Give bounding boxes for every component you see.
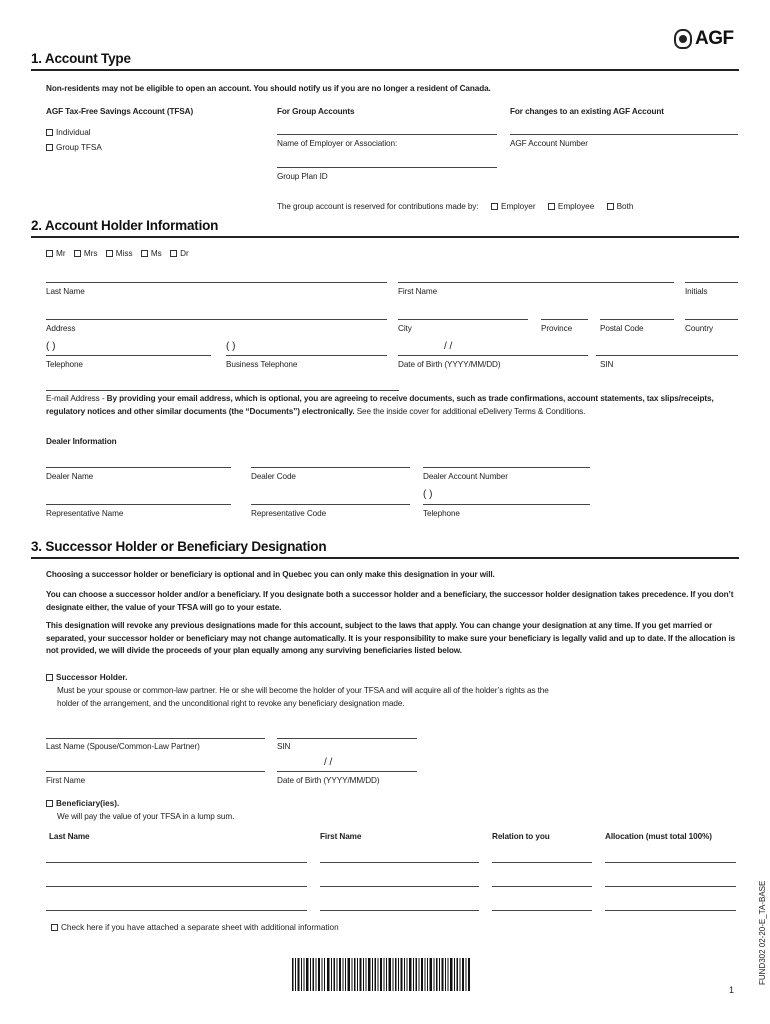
miss-label: Miss [115, 249, 133, 258]
successor-holder-option[interactable] [46, 673, 127, 682]
employee-checkbox[interactable] [548, 203, 555, 210]
salutation-mr[interactable] [46, 249, 66, 258]
successor-first-name-label: First Name [46, 776, 86, 785]
employer-name-line[interactable] [277, 134, 497, 135]
group-tfsa-checkbox[interactable] [46, 144, 53, 151]
successor-dob-label: Date of Birth (YYYY/MM/DD) [277, 776, 380, 785]
employee-label: Employee [557, 202, 595, 211]
employer-checkbox[interactable] [491, 203, 498, 210]
beneficiary-3-allocation-line[interactable] [605, 910, 736, 911]
agf-logo-mark-icon [674, 29, 692, 49]
beneficiary-2-last-name-line[interactable] [46, 886, 307, 887]
account-number-label: AGF Account Number [510, 139, 588, 148]
beneficiary-checkbox[interactable] [46, 800, 53, 807]
dealer-telephone-label: Telephone [423, 509, 460, 518]
group-plan-line[interactable] [277, 167, 497, 168]
rep-code-line[interactable] [251, 504, 410, 505]
col-allocation-header: Allocation (must total 100%) [605, 832, 712, 841]
beneficiary-1-last-name-line[interactable] [46, 862, 307, 863]
city-label: City [398, 324, 412, 333]
dealer-account-label: Dealer Account Number [423, 472, 508, 481]
beneficiary-1-relation-line[interactable] [492, 862, 592, 863]
ms-label: Ms [150, 249, 162, 258]
mr-checkbox[interactable] [46, 250, 53, 257]
dr-label: Dr [180, 249, 189, 258]
beneficiary-3-first-name-line[interactable] [320, 910, 479, 911]
telephone-area-parens: ( ) [46, 341, 56, 352]
salutation-options [46, 249, 199, 258]
section-2-rule [31, 236, 739, 238]
last-name-line[interactable] [46, 282, 387, 283]
beneficiary-heading: Beneficiary(ies). [56, 799, 120, 808]
both-checkbox[interactable] [607, 203, 614, 210]
rep-name-label: Representative Name [46, 509, 124, 518]
employee-option[interactable] [548, 202, 594, 211]
existing-account-heading: For changes to an existing AGF Account [510, 107, 664, 116]
individual-checkbox[interactable] [46, 129, 53, 136]
group-tfsa-label: Group TFSA [56, 143, 102, 152]
salutation-dr[interactable] [170, 249, 189, 258]
spouse-last-name-label: Last Name (Spouse/Common-Law Partner) [46, 742, 200, 751]
dealer-name-label: Dealer Name [46, 472, 94, 481]
successor-holder-heading: Successor Holder. [56, 673, 128, 682]
section-2-title: 2. Account Holder Information [31, 218, 219, 233]
contribution-options [491, 202, 643, 211]
section-3-title: 3. Successor Holder or Beneficiary Designation [31, 539, 327, 554]
dealer-account-line[interactable] [423, 467, 590, 468]
individual-option[interactable] [46, 128, 91, 137]
beneficiary-1-allocation-line[interactable] [605, 862, 736, 863]
revocation-notice: This designation will revoke any previous designations made for this account, subject to the laws that apply. You can change your designation at any time. If you get married or separated, your successor holder or beneficiary may not change automatically. It is your responsibility to make sure your beneficiary is legally valid and up to date. If the allocation is not provided, we will divide the proceeds of your plan equally among any surviving beneficiaries listed below. [46, 621, 736, 655]
col-relation-header: Relation to you [492, 832, 550, 841]
postal-code-line[interactable] [600, 319, 674, 320]
beneficiary-option[interactable] [46, 799, 119, 808]
country-line[interactable] [685, 319, 738, 320]
form-code: FUND302 02-20-E_TA-BASE [758, 880, 767, 985]
salutation-mrs[interactable] [74, 249, 98, 258]
both-option[interactable] [607, 202, 634, 211]
section-3-rule [31, 557, 739, 559]
group-tfsa-option[interactable] [46, 143, 102, 152]
province-label: Province [541, 324, 573, 333]
sin-label: SIN [600, 360, 614, 369]
col-last-name-header: Last Name [49, 832, 90, 841]
successor-sin-label: SIN [277, 742, 291, 751]
dr-checkbox[interactable] [170, 250, 177, 257]
rep-code-label: Representative Code [251, 509, 327, 518]
first-name-line[interactable] [398, 282, 674, 283]
dealer-name-line[interactable] [46, 467, 231, 468]
telephone-label: Telephone [46, 360, 83, 369]
email-terms-text: See the inside cover for additional eDelivery Terms & Conditions. [354, 406, 586, 416]
beneficiary-2-first-name-line[interactable] [320, 886, 479, 887]
individual-label: Individual [56, 128, 91, 137]
ms-checkbox[interactable] [141, 250, 148, 257]
beneficiary-3-relation-line[interactable] [492, 910, 592, 911]
miss-checkbox[interactable] [106, 250, 113, 257]
dob-line[interactable] [398, 355, 588, 356]
employer-name-label: Name of Employer or Association: [277, 139, 398, 148]
postal-code-label: Postal Code [600, 324, 644, 333]
agf-logo-text: AGF [695, 28, 734, 49]
section-1-rule [31, 69, 739, 71]
beneficiary-2-allocation-line[interactable] [605, 886, 736, 887]
quebec-notice: Choosing a successor holder or beneficiary is optional and in Quebec you can only make this designation in your will. [46, 570, 495, 579]
mrs-label: Mrs [83, 249, 98, 258]
agf-logo [674, 28, 740, 52]
tfsa-heading: AGF Tax-Free Savings Account (TFSA) [46, 107, 194, 116]
last-name-label: Last Name [46, 287, 85, 296]
address-line[interactable] [46, 319, 387, 320]
group-plan-label: Group Plan ID [277, 172, 328, 181]
first-name-label: First Name [398, 287, 438, 296]
business-telephone-label: Business Telephone [226, 360, 298, 369]
email-line[interactable] [46, 390, 399, 391]
attached-sheet-checkbox[interactable] [51, 924, 58, 931]
group-accounts-heading: For Group Accounts [277, 107, 355, 116]
spouse-last-name-line[interactable] [46, 738, 265, 739]
salutation-ms[interactable] [141, 249, 162, 258]
non-resident-notice: Non-residents may not be eligible to open an account. You should notify us if you are no longer a resident of Canada. [46, 84, 491, 93]
successor-dob-line[interactable] [277, 771, 417, 772]
employer-option[interactable] [491, 202, 536, 211]
beneficiary-1-first-name-line[interactable] [320, 862, 479, 863]
employer-label: Employer [501, 202, 536, 211]
section-1-title: 1. Account Type [31, 51, 131, 66]
business-telephone-area-parens: ( ) [226, 341, 236, 352]
dob-label: Date of Birth (YYYY/MM/DD) [398, 360, 501, 369]
province-line[interactable] [541, 319, 588, 320]
country-label: Country [685, 324, 713, 333]
successor-sin-line[interactable] [277, 738, 417, 739]
city-line[interactable] [398, 319, 528, 320]
reserved-text: The group account is reserved for contributions made by: [277, 202, 479, 211]
successor-beneficiary-explanation: You can choose a successor holder and/or a beneficiary. If you designate both a successor holder and a beneficiary, the successor holder designation takes precedence. If you don’t designate either, the value of your TFSA will go to your estate. [46, 590, 734, 612]
attached-sheet-option[interactable] [51, 923, 339, 932]
salutation-miss[interactable] [106, 249, 133, 258]
col-first-name-header: First Name [320, 832, 362, 841]
successor-holder-checkbox[interactable] [46, 674, 53, 681]
page-number: 1 [729, 985, 734, 995]
telephone-line[interactable] [46, 355, 211, 356]
address-label: Address [46, 324, 76, 333]
successor-dob-slashes: / / [324, 757, 333, 768]
barcode-icon [292, 958, 470, 991]
successor-first-name-line[interactable] [46, 771, 265, 772]
dealer-telephone-parens: ( ) [423, 489, 433, 500]
initials-line[interactable] [685, 282, 738, 283]
business-telephone-line[interactable] [226, 355, 387, 356]
dob-slashes: / / [444, 341, 453, 352]
beneficiary-2-relation-line[interactable] [492, 886, 592, 887]
initials-label: Initials [685, 287, 708, 296]
mrs-checkbox[interactable] [74, 250, 81, 257]
mr-label: Mr [56, 249, 66, 258]
dealer-code-label: Dealer Code [251, 472, 296, 481]
both-label: Both [616, 202, 634, 211]
account-number-line[interactable] [510, 134, 738, 135]
sin-line[interactable] [596, 355, 738, 356]
beneficiary-3-last-name-line[interactable] [46, 910, 307, 911]
attached-sheet-label: Check here if you have attached a separate sheet with additional information [61, 923, 339, 932]
email-label: E-mail Address - [46, 394, 107, 403]
dealer-info-heading: Dealer Information [46, 437, 117, 446]
email-disclosure [46, 393, 738, 418]
dealer-code-line[interactable] [251, 467, 410, 468]
rep-name-line[interactable] [46, 504, 231, 505]
email-consent-text: By providing your email address, which is optional, you are agreeing to receive documents, such as trade confirmations, account statements, tax slips/receipts, regulatory notices and other similar documents (the “Documents”) electronically. [46, 394, 714, 416]
dealer-telephone-line[interactable] [423, 504, 590, 505]
beneficiary-text: We will pay the value of your TFSA in a lump sum. [57, 812, 235, 821]
successor-holder-text: Must be your spouse or common-law partner. He or she will become the holder of your TFSA and will acquire all of the holder’s rights as the holder of the arrangement, and the unconditional right to revoke any beneficiary designation made. [57, 686, 549, 708]
